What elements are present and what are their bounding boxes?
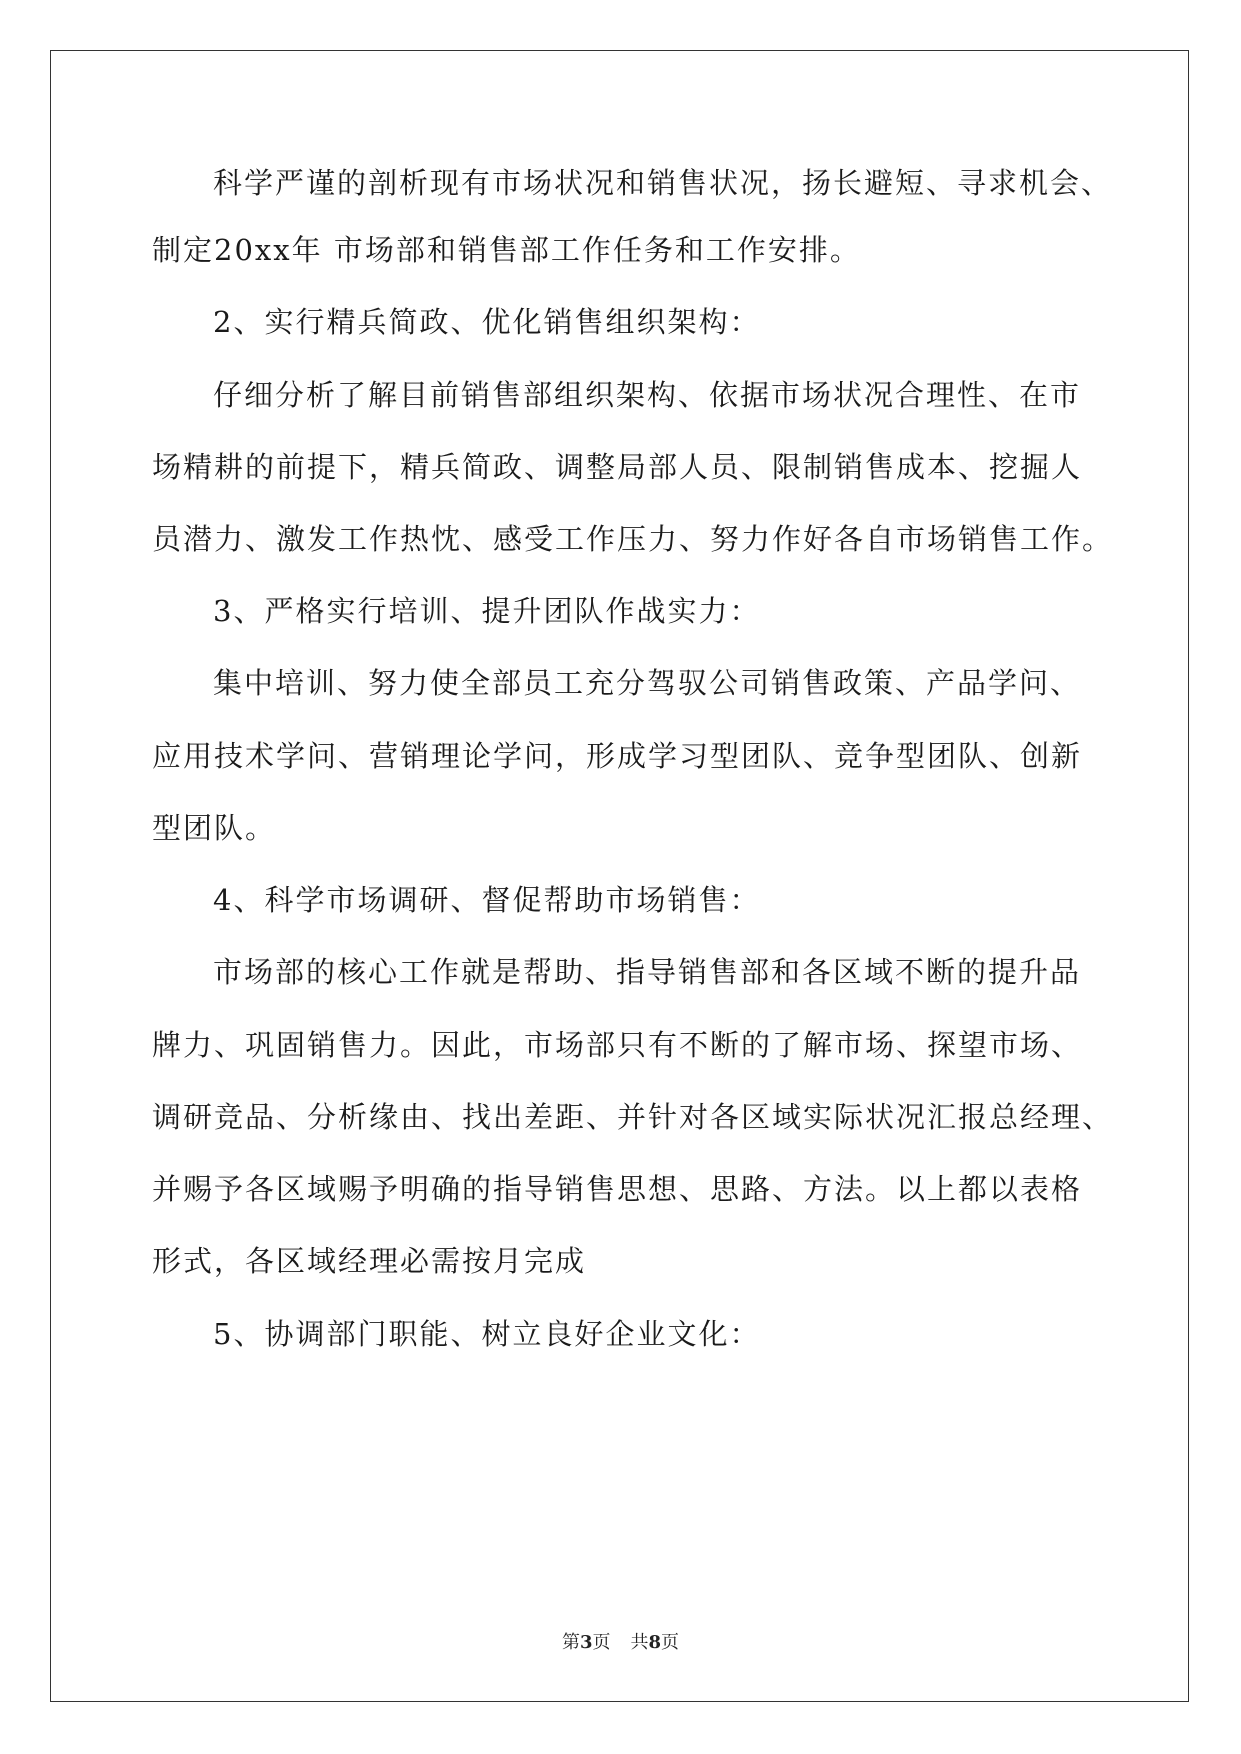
text-line: 场精耕的前提下，精兵简政、调整局部人员、限制销售成本、挖掘人 bbox=[152, 450, 1083, 484]
text-line: 形式，各区域经理必需按月完成 bbox=[152, 1244, 587, 1278]
text-line: 科学严谨的剖析现有市场状况和销售状况，扬长避短、寻求机会、 bbox=[213, 166, 1113, 200]
page-border bbox=[50, 50, 1189, 1702]
text-line: 应用技术学问、营销理论学问，形成学习型团队、竞争型团队、创新 bbox=[152, 739, 1083, 773]
text-line: 制定20xx年 市场部和销售部工作任务和工作安排。 bbox=[152, 233, 861, 267]
total-pages-number: 8 bbox=[648, 1632, 662, 1653]
page-mid: 页 bbox=[592, 1632, 611, 1653]
text-line: 集中培训、努力使全部员工充分驾驭公司销售政策、产品学问、 bbox=[213, 666, 1082, 700]
text-line: 牌力、巩固销售力。因此，市场部只有不断的了解市场、探望市场、 bbox=[152, 1028, 1083, 1062]
section-heading: 5、协调部门职能、树立良好企业文化： bbox=[213, 1317, 761, 1351]
text-line: 调研竞品、分析缘由、找出差距、并针对各区域实际状况汇报总经理、 bbox=[152, 1100, 1114, 1134]
page-prefix: 第 bbox=[561, 1632, 580, 1653]
section-heading: 2、实行精兵简政、优化销售组织架构： bbox=[213, 305, 761, 339]
section-heading: 4、科学市场调研、督促帮助市场销售： bbox=[213, 883, 761, 917]
page-footer bbox=[0, 1632, 1241, 1654]
current-page-number: 3 bbox=[579, 1632, 593, 1653]
text-line: 员潜力、激发工作热忱、感受工作压力、努力作好各自市场销售工作。 bbox=[152, 522, 1114, 556]
section-heading: 3、严格实行培训、提升团队作战实力： bbox=[213, 594, 761, 628]
text-line: 仔细分析了解目前销售部组织架构、依据市场状况合理性、在市 bbox=[213, 378, 1082, 412]
total-suffix: 页 bbox=[661, 1632, 680, 1653]
text-line: 型团队。 bbox=[152, 811, 277, 845]
text-line: 市场部的核心工作就是帮助、指导销售部和各区域不断的提升品 bbox=[213, 955, 1082, 989]
text-line: 并赐予各区域赐予明确的指导销售思想、思路、方法。以上都以表格 bbox=[152, 1172, 1083, 1206]
total-prefix: 共 bbox=[630, 1632, 649, 1653]
